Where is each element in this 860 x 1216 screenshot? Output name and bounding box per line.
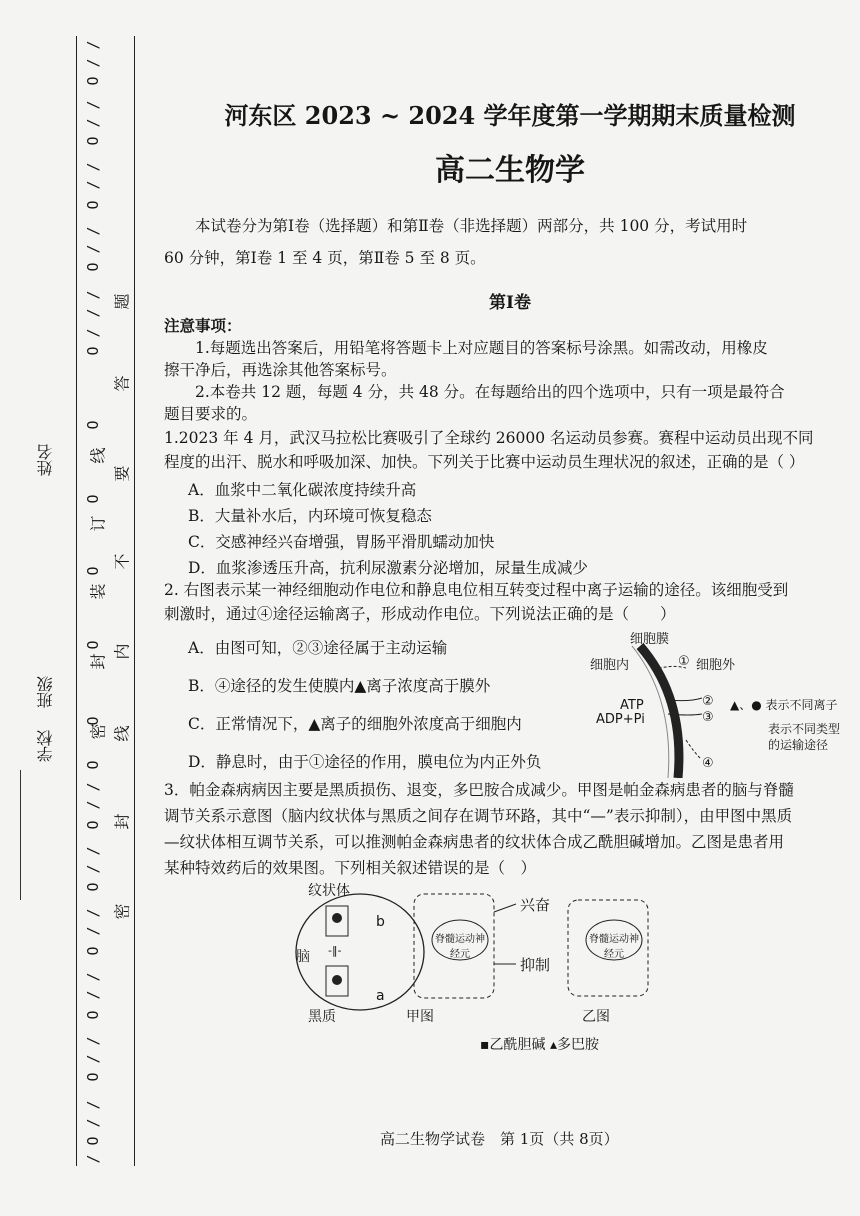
inner-word-4: 内 bbox=[112, 643, 132, 660]
seal-mark-mi: 密 bbox=[88, 723, 108, 740]
label-inhibit-sign: -‖- bbox=[328, 944, 342, 957]
q3-stem-b: 调节关系示意图（脑内纹状体与黑质之间存在调节环路，其中“—”表示抑制），由甲图中黑质 bbox=[164, 807, 793, 825]
label-n4: ④ bbox=[702, 756, 714, 771]
binding-line-inner bbox=[134, 36, 135, 1166]
label-atp: ATP bbox=[620, 698, 644, 713]
note-1b: 擦干净后，再选涂其他答案标号。 bbox=[164, 361, 397, 379]
seal-column: / / O / / O / / O / / O / / / O O O O O O O / / O / / O / / O / / O / / O / / O / bbox=[84, 40, 102, 1164]
legend-paths-a: 表示不同类型 bbox=[768, 722, 841, 736]
arrow-excite bbox=[494, 904, 516, 912]
striatum-dot bbox=[332, 913, 342, 923]
seal-mark-xian: 线 bbox=[88, 447, 108, 464]
q1-option-b: B．大量补水后，内环境可恢复稳态 bbox=[188, 507, 432, 525]
q1-option-d: D．血浆渗透压升高，抗利尿激素分泌增加，尿量生成减少 bbox=[188, 559, 588, 577]
intro-line-2: 60 分钟，第Ⅰ卷 1 至 4 页，第Ⅱ卷 5 至 8 页。 bbox=[164, 249, 486, 267]
inner-word-2: 封 bbox=[112, 813, 132, 830]
name-label: 姓名 bbox=[36, 444, 55, 476]
inner-word-8: 题 bbox=[112, 293, 132, 310]
parkinson-svg bbox=[290, 880, 670, 1060]
q2-option-d: D．静息时，由于①途径的作用，膜电位为内正外负 bbox=[188, 753, 542, 771]
label-outside: 细胞外 bbox=[696, 658, 736, 673]
membrane-diagram bbox=[590, 628, 852, 778]
q2-option-c: C．正常情况下，▲离子的细胞外浓度高于细胞内 bbox=[188, 715, 522, 733]
legend-ions: ▲、● 表示不同离子 bbox=[730, 698, 838, 712]
path-4 bbox=[686, 740, 700, 758]
q1-option-c: C．交感神经兴奋增强，胃肠平滑肌蠕动加快 bbox=[188, 533, 495, 551]
label-yi: 乙图 bbox=[582, 1009, 610, 1025]
binding-margin bbox=[0, 0, 150, 1216]
seal-mark-zhuang: 装 bbox=[88, 583, 108, 600]
q2-option-a: A．由图可知，②③途径属于主动运输 bbox=[188, 639, 448, 657]
subject-title: 高二生物学 bbox=[435, 153, 585, 188]
exam-title: 河东区 2023 ~ 2024 学年度第一学期期末质量检测 bbox=[224, 101, 796, 130]
section-heading: 第Ⅰ卷 bbox=[489, 293, 531, 313]
label-inside: 细胞内 bbox=[590, 658, 630, 673]
figure-legend: ▪乙酰胆碱 ▴多巴胺 bbox=[480, 1037, 599, 1053]
inner-word-5: 不 bbox=[112, 553, 132, 570]
q3-stem-c: —纹状体相互调节关系，可以推测帕金森病患者的纹状体合成乙酰胆碱增加。乙图是患者用 bbox=[164, 833, 785, 851]
note-2b: 题目要求的。 bbox=[164, 405, 258, 423]
label-substantia: 黑质 bbox=[308, 1009, 336, 1025]
q2-stem-b: 刺激时，通过④途径运输离子，形成动作电位。下列说法正确的是（ ） bbox=[164, 605, 676, 623]
school-label: 学校 bbox=[36, 730, 55, 762]
q3-stem-a: 3．帕金森病病因主要是黑质损伤、退变，多巴胺合成减少。甲图是帕金森病患者的脑与脊髓 bbox=[164, 781, 794, 799]
label-jia: 甲图 bbox=[406, 1009, 434, 1025]
school-underline bbox=[20, 770, 21, 900]
class-label: 班级 bbox=[36, 676, 55, 708]
q3-stem-d: 某种特效药后的效果图。下列相关叙述错误的是（ ） bbox=[164, 859, 537, 877]
label-yi-neuron: 脊髓运动神经元 bbox=[589, 934, 639, 960]
label-b: b bbox=[376, 914, 385, 930]
intro-line-1: 本试卷分为第Ⅰ卷（选择题）和第Ⅱ卷（非选择题）两部分，共 100 分，考试用时 bbox=[195, 217, 748, 235]
parkinson-diagram bbox=[290, 880, 670, 1060]
label-excite: 兴奋 bbox=[520, 896, 551, 914]
page-footer: 高二生物学试卷 第 1页（共 8页） bbox=[380, 1130, 619, 1148]
note-1a: 1.每题选出答案后，用铅笔将答题卡上对应题目的答案标号涂黑。如需改动，用橡皮 bbox=[195, 339, 768, 357]
path-3 bbox=[668, 714, 702, 715]
label-n1: ① bbox=[678, 654, 690, 669]
label-striatum: 纹状体 bbox=[308, 883, 350, 899]
label-inhibit: 抑制 bbox=[520, 956, 551, 974]
seal-mark-feng: 封 bbox=[88, 653, 108, 670]
q2-stem-a: 2. 右图表示某一神经细胞动作电位和静息电位相互转变过程中离子运输的途径。该细胞受到 bbox=[164, 581, 789, 599]
q1-option-a: A．血浆中二氧化碳浓度持续升高 bbox=[188, 481, 417, 499]
q1-stem-b: 程度的出汗、脱水和呼吸加深、加快。下列关于比赛中运动员生理状况的叙述，正确的是（ ） bbox=[164, 453, 805, 471]
inner-word-3: 线 bbox=[112, 725, 132, 742]
notes-title: 注意事项： bbox=[164, 316, 242, 335]
label-n2: ② bbox=[702, 694, 714, 709]
label-n3: ③ bbox=[702, 710, 714, 725]
label-brain: 脑 bbox=[296, 949, 310, 965]
substantia-dot bbox=[332, 975, 342, 985]
inner-word-1: 密 bbox=[112, 903, 132, 920]
label-a: a bbox=[376, 988, 385, 1004]
note-2a: 2.本卷共 12 题，每题 4 分，共 48 分。在每题给出的四个选项中，只有一项是最符合 bbox=[195, 383, 785, 401]
q2-option-b: B．④途径的发生使膜内▲离子浓度高于膜外 bbox=[188, 677, 491, 695]
inner-word-6: 要 bbox=[112, 465, 132, 482]
brain-outline bbox=[296, 894, 424, 1010]
label-adp: ADP+Pi bbox=[596, 712, 645, 727]
seal-mark-ding: 订 bbox=[88, 515, 108, 532]
label-jia-neuron: 脊髓运动神经元 bbox=[435, 934, 485, 960]
legend-paths-b: 的运输途径 bbox=[768, 738, 829, 752]
inner-word-7: 答 bbox=[112, 375, 132, 392]
q1-stem-a: 1.2023 年 4 月，武汉马拉松比赛吸引了全球约 26000 名运动员参赛。赛程中运动员出现不同 bbox=[164, 429, 814, 447]
label-membrane: 细胞膜 bbox=[630, 632, 670, 647]
binding-line-outer bbox=[76, 36, 77, 1166]
